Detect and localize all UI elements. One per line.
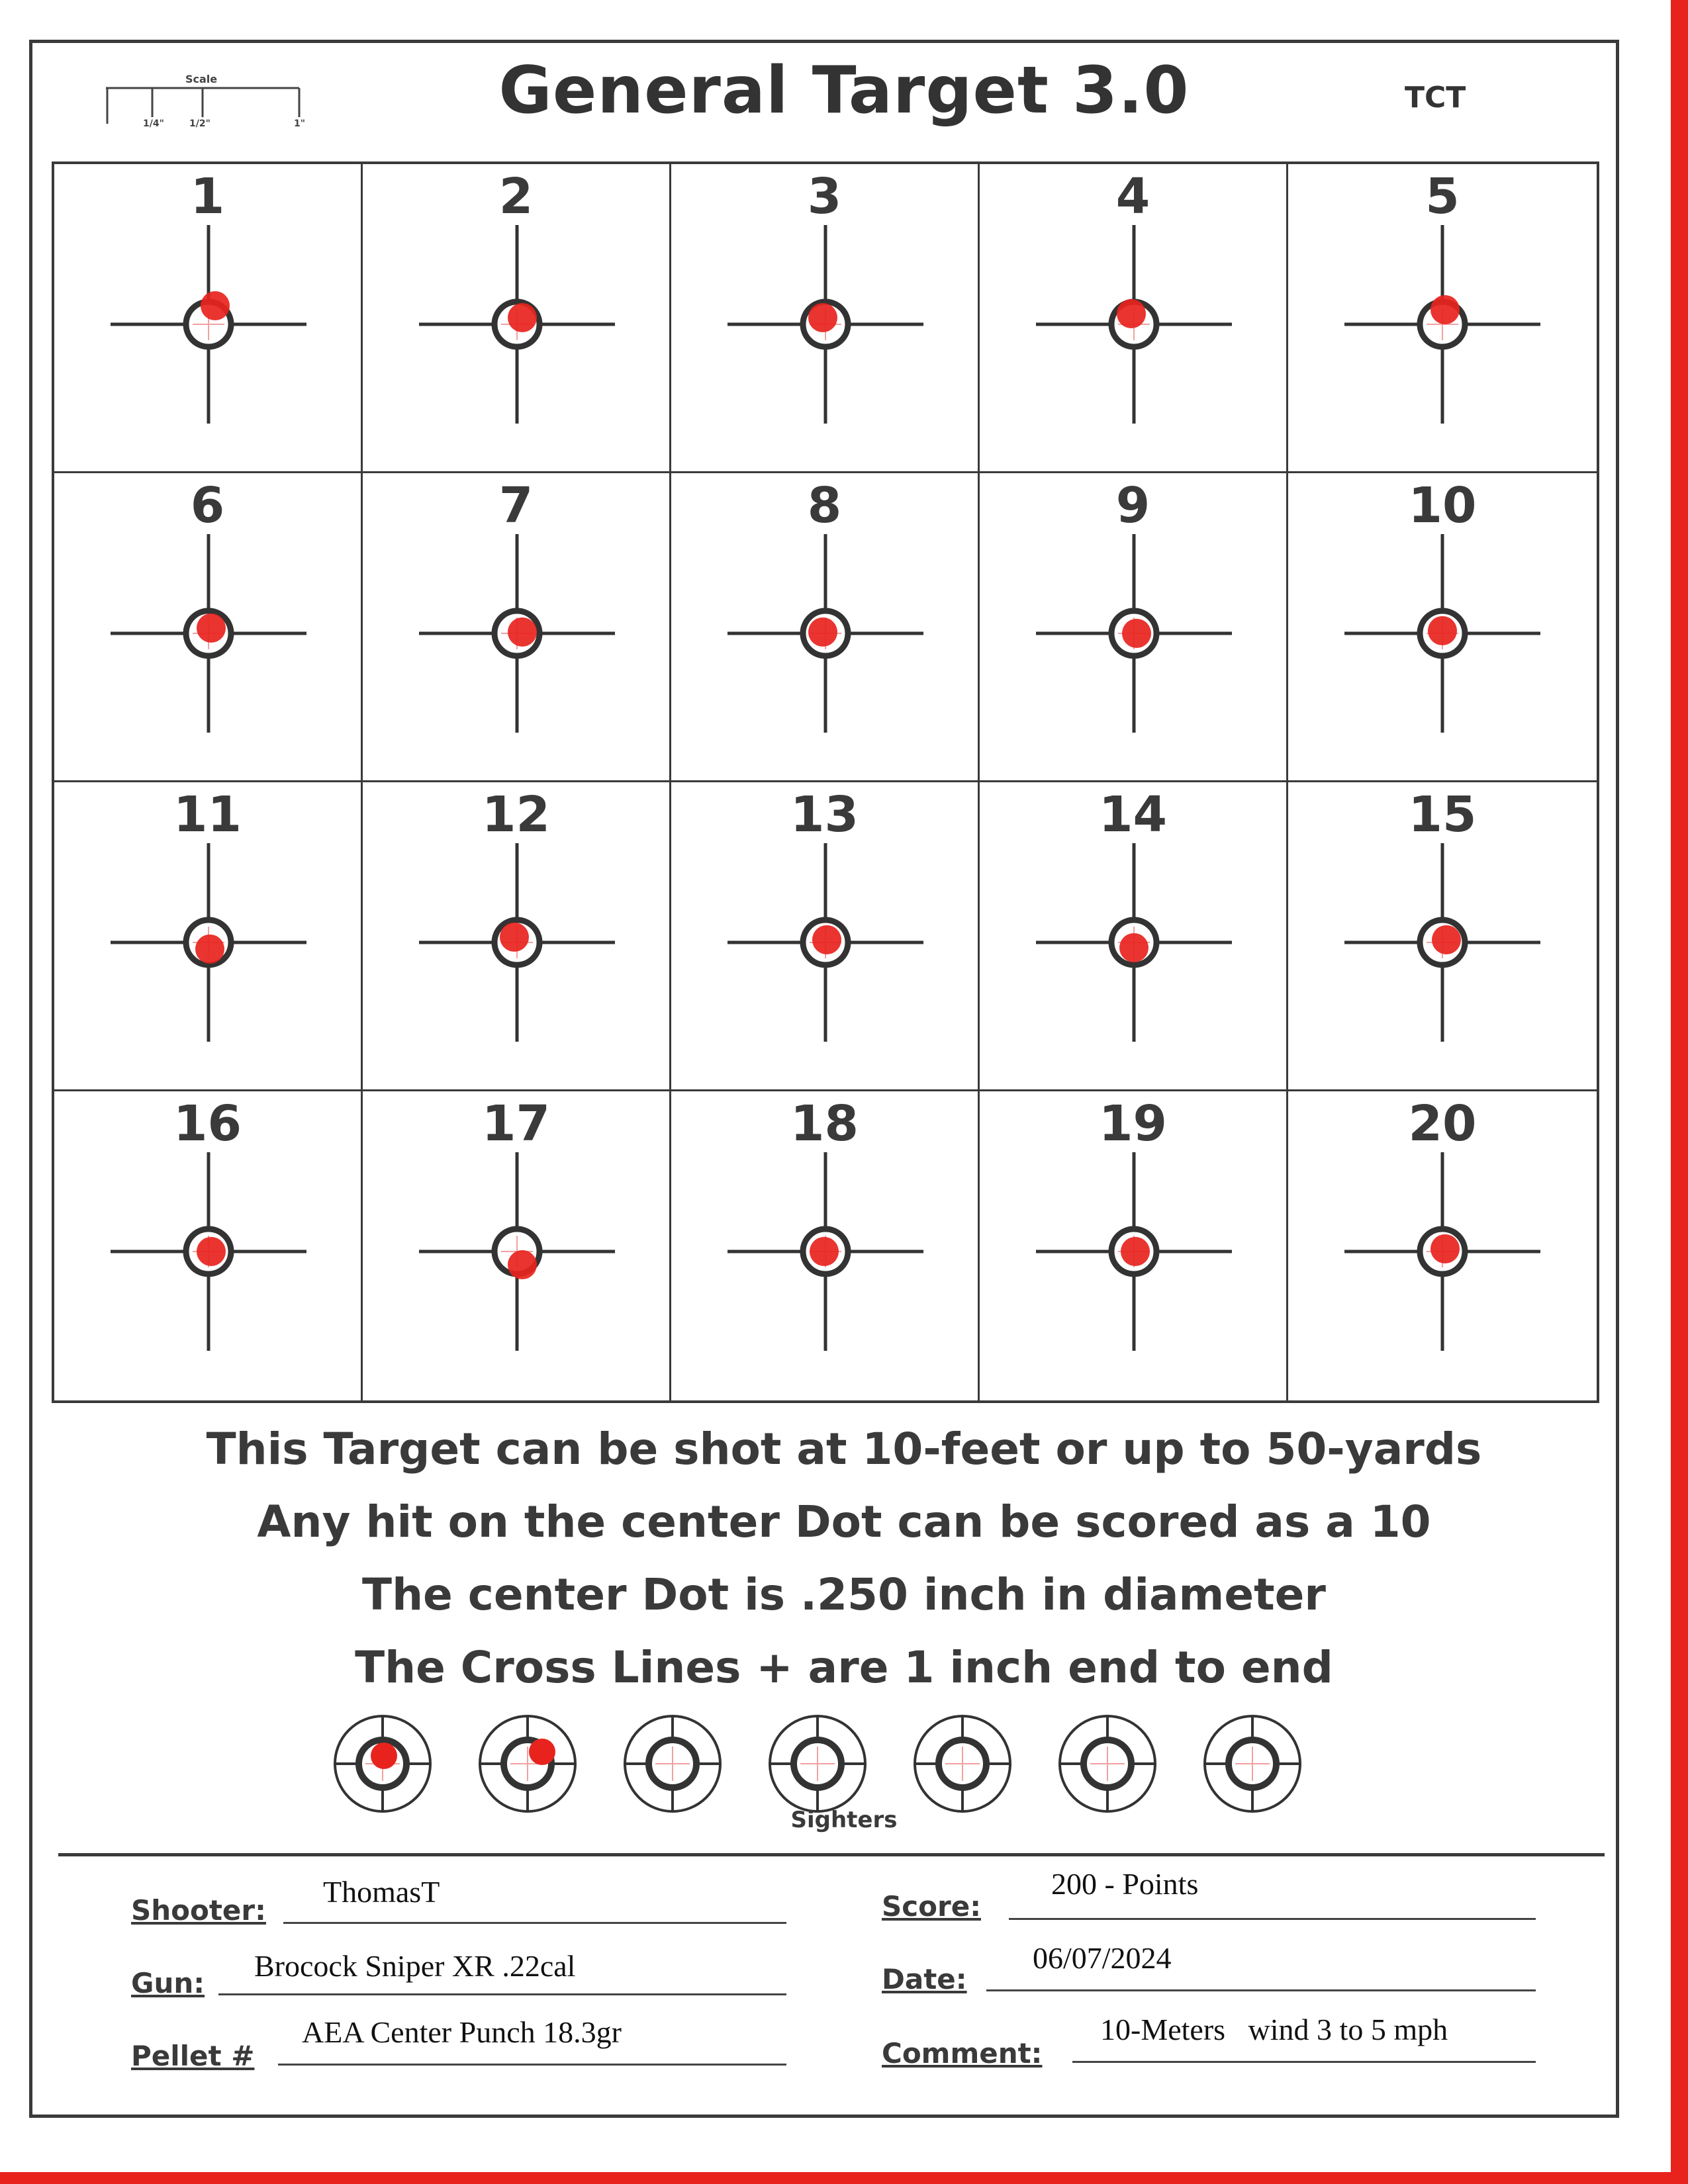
date-value: 06/07/2024 bbox=[1033, 1941, 1172, 1975]
comment-label: Comment: bbox=[882, 2037, 1043, 2070]
target-number: 10 bbox=[1408, 477, 1477, 534]
pellet-hole bbox=[1428, 616, 1457, 645]
score-label: Score: bbox=[882, 1890, 981, 1923]
scale-tick-quarter: 1/4" bbox=[143, 118, 164, 129]
pellet-hole bbox=[1119, 933, 1149, 962]
target-cell bbox=[671, 473, 980, 782]
crosshair-target-icon bbox=[54, 473, 363, 782]
target-number: 1 bbox=[190, 168, 225, 225]
target-number: 8 bbox=[807, 477, 842, 534]
sighters-label: Sighters bbox=[790, 1807, 898, 1833]
sighter-target-icon bbox=[480, 1716, 575, 1811]
target-number: 7 bbox=[498, 477, 534, 534]
pellet-value: AEA Center Punch 18.3gr bbox=[302, 2015, 622, 2049]
gun-line bbox=[218, 1993, 786, 1995]
target-cell bbox=[54, 473, 363, 782]
target-number: 14 bbox=[1099, 786, 1167, 843]
pellet-hole bbox=[500, 923, 529, 952]
crosshair-target-icon bbox=[980, 473, 1288, 782]
pellet-hole bbox=[1430, 295, 1460, 324]
crosshair-target-icon bbox=[980, 1091, 1288, 1400]
target-number: 3 bbox=[807, 168, 842, 225]
target-number: 13 bbox=[790, 786, 859, 843]
gun-label: Gun: bbox=[131, 1967, 205, 1999]
pellet-hole bbox=[1122, 619, 1151, 648]
target-cell bbox=[980, 473, 1288, 782]
target-number: 17 bbox=[482, 1095, 550, 1152]
target-number: 12 bbox=[482, 786, 550, 843]
score-value: 200 - Points bbox=[1051, 1867, 1199, 1901]
gun-value: Brocock Sniper XR .22cal bbox=[254, 1949, 576, 1983]
crosshair-target-icon bbox=[54, 782, 363, 1091]
target-cell bbox=[1288, 164, 1597, 473]
instructions-block bbox=[0, 1413, 1688, 1704]
crosshair-target-icon bbox=[54, 164, 363, 473]
target-cell bbox=[363, 473, 671, 782]
target-number: 20 bbox=[1408, 1095, 1477, 1152]
crosshair-target-icon bbox=[1288, 164, 1597, 473]
target-grid bbox=[52, 161, 1599, 1403]
sighter-target-icon bbox=[915, 1716, 1010, 1811]
score-line bbox=[1009, 1918, 1536, 1920]
red-page-edge bbox=[1671, 0, 1688, 2184]
pellet-hole bbox=[1430, 1234, 1460, 1263]
target-number: 2 bbox=[498, 168, 534, 225]
target-number: 18 bbox=[790, 1095, 859, 1152]
crosshair-target-icon bbox=[54, 1091, 363, 1400]
scale-tick-one: 1" bbox=[294, 118, 306, 129]
pellet-hole bbox=[1121, 1237, 1150, 1266]
crosshair-target-icon bbox=[671, 164, 980, 473]
crosshair-target-icon bbox=[363, 473, 671, 782]
sighter-target-icon bbox=[1060, 1716, 1155, 1811]
target-cell bbox=[363, 782, 671, 1091]
target-cell bbox=[54, 164, 363, 473]
pellet-line bbox=[278, 2064, 786, 2066]
target-number: 19 bbox=[1099, 1095, 1167, 1152]
sighter-target-icon bbox=[625, 1716, 720, 1811]
sighter-target-icon bbox=[770, 1716, 865, 1811]
crosshair-target-icon bbox=[980, 164, 1288, 473]
pellet-hole bbox=[508, 303, 537, 332]
target-number: 5 bbox=[1425, 168, 1460, 225]
pellet-hole bbox=[508, 617, 537, 647]
pellet-hole bbox=[197, 1237, 226, 1266]
pellet-hole bbox=[1117, 299, 1146, 328]
crosshair-target-icon bbox=[980, 782, 1288, 1091]
target-cell bbox=[1288, 782, 1597, 1091]
target-number: 9 bbox=[1115, 477, 1150, 534]
footer-divider bbox=[58, 1853, 1605, 1856]
target-number: 6 bbox=[190, 477, 225, 534]
target-number: 15 bbox=[1408, 786, 1477, 843]
crosshair-target-icon bbox=[1288, 1091, 1597, 1400]
pellet-hole bbox=[1432, 925, 1461, 954]
target-cell bbox=[363, 1091, 671, 1400]
pellet-label: Pellet # bbox=[131, 2040, 255, 2072]
scale-tick-half: 1/2" bbox=[189, 118, 211, 129]
target-number: 4 bbox=[1115, 168, 1150, 225]
shooter-line bbox=[283, 1922, 786, 1924]
pellet-hole bbox=[812, 925, 841, 954]
crosshair-target-icon bbox=[1288, 473, 1597, 782]
target-cell bbox=[671, 1091, 980, 1400]
crosshair-target-icon bbox=[363, 1091, 671, 1400]
target-cell bbox=[980, 1091, 1288, 1400]
target-number: 16 bbox=[173, 1095, 242, 1152]
crosshair-target-icon bbox=[671, 782, 980, 1091]
shooter-label: Shooter: bbox=[131, 1894, 266, 1927]
comment-value: 10-Meters wind 3 to 5 mph bbox=[1100, 2013, 1448, 2046]
red-page-bottom-edge bbox=[0, 2172, 1688, 2184]
sighter-target-icon bbox=[335, 1716, 430, 1811]
target-cell bbox=[54, 1091, 363, 1400]
instruction-line: Any hit on the center Dot can be scored as a 10 bbox=[257, 1496, 1431, 1547]
shooter-value: ThomasT bbox=[323, 1875, 440, 1909]
scale-label: Scale bbox=[185, 73, 218, 85]
date-line bbox=[986, 1989, 1536, 1991]
pellet-hole bbox=[808, 617, 837, 647]
crosshair-target-icon bbox=[363, 164, 671, 473]
target-cell bbox=[671, 782, 980, 1091]
sighter-target-icon bbox=[1205, 1716, 1300, 1811]
date-label: Date: bbox=[882, 1963, 967, 1995]
instruction-line: This Target can be shot at 10-feet or up to 50-yards bbox=[206, 1424, 1482, 1475]
target-cell bbox=[1288, 473, 1597, 782]
crosshair-target-icon bbox=[671, 473, 980, 782]
instruction-line: The Cross Lines + are 1 inch end to end bbox=[355, 1642, 1333, 1693]
crosshair-target-icon bbox=[1288, 782, 1597, 1091]
crosshair-target-icon bbox=[671, 1091, 980, 1400]
target-cell bbox=[980, 164, 1288, 473]
pellet-hole bbox=[201, 291, 230, 320]
pellet-hole bbox=[195, 934, 224, 964]
crosshair-target-icon bbox=[363, 782, 671, 1091]
target-cell bbox=[363, 164, 671, 473]
page-title: General Target 3.0 bbox=[498, 53, 1190, 128]
comment-line bbox=[1072, 2061, 1536, 2063]
sighter-targets bbox=[331, 1707, 1324, 1820]
target-cell bbox=[980, 782, 1288, 1091]
pellet-hole bbox=[810, 1237, 839, 1266]
target-number: 11 bbox=[173, 786, 242, 843]
target-cell bbox=[1288, 1091, 1597, 1400]
target-cell bbox=[671, 164, 980, 473]
target-cell bbox=[54, 782, 363, 1091]
sighter-row bbox=[331, 1707, 1324, 1823]
pellet-hole bbox=[808, 303, 837, 332]
pellet-hole bbox=[197, 614, 226, 643]
instruction-line: The center Dot is .250 inch in diameter bbox=[362, 1569, 1326, 1620]
brand-mark: TCT bbox=[1405, 81, 1466, 114]
pellet-hole bbox=[508, 1250, 537, 1279]
